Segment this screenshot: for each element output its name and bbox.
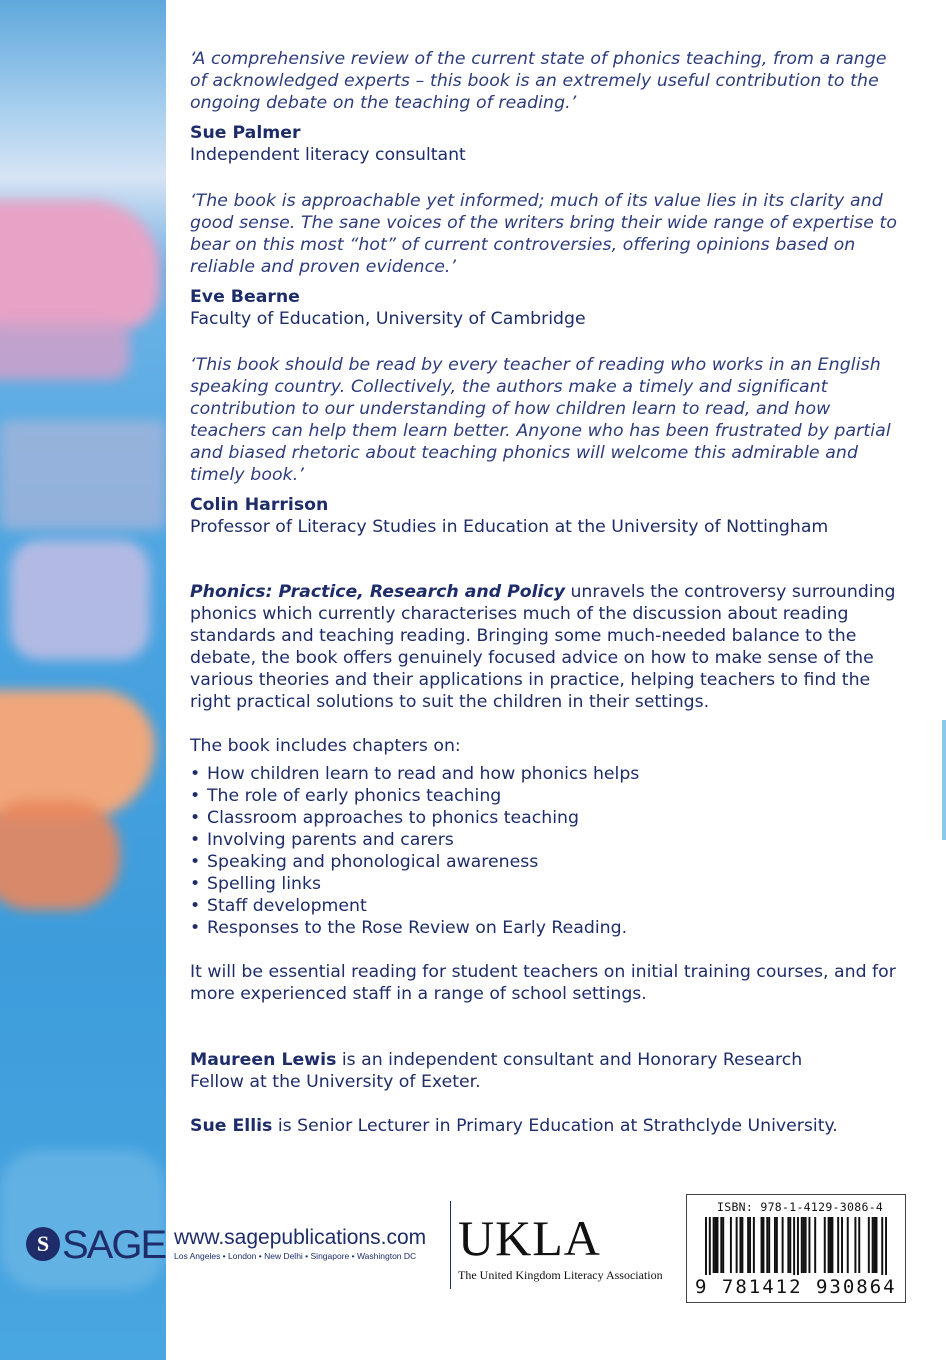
barcode-bar xyxy=(828,1217,830,1273)
barcode-bar xyxy=(831,1217,833,1273)
list-item: • Speaking and phonological awareness xyxy=(190,851,906,873)
review-quote: ‘The book is approachable yet informed; much of its value lies in its clarity and good sense. The sane voices of the writers bring their wide range of expertise to bear on this most “hot” of current controversies, offering opinions based on reliable and proven evidence.’ xyxy=(190,191,898,277)
review-author: Colin Harrison xyxy=(190,495,329,515)
barcode-bar xyxy=(782,1217,784,1273)
review-quote: ‘This book should be read by every teacher of reading who works in an English speaking country. Collectively, the authors make a timely and significant contribution to our understanding of how children learn to read, and how teachers can help them learn better. Anyone who has been frustrated by partial and biased rhetoric about teaching phonics will welcome this admirable and timely book.’ xyxy=(190,355,891,485)
barcode-bar xyxy=(787,1217,789,1273)
footer-divider xyxy=(450,1201,451,1289)
cover-photo-strip xyxy=(0,0,166,1360)
barcode-bars xyxy=(705,1217,887,1275)
barcode-bar xyxy=(753,1217,755,1273)
book-description xyxy=(190,581,906,713)
author-name: Sue Ellis xyxy=(190,1116,273,1136)
ukla-name: The United Kingdom Literacy Association xyxy=(458,1268,663,1282)
barcode-bar xyxy=(854,1217,856,1273)
barcode-bar xyxy=(872,1217,874,1273)
barcode-bar xyxy=(749,1217,751,1273)
barcode-bar xyxy=(830,1217,832,1273)
barcode-bar xyxy=(709,1217,711,1275)
blurred-toy-pink-shadow xyxy=(0,320,130,380)
barcode-bar xyxy=(768,1217,770,1273)
list-item: • Involving parents and carers xyxy=(190,829,906,851)
barcode-bar xyxy=(847,1217,849,1273)
publisher-cities: Los Angeles • London • New Delhi • Singapore • Washington DC xyxy=(174,1251,417,1261)
barcode-bar xyxy=(739,1217,741,1273)
barcode-bar xyxy=(803,1217,805,1273)
review-affiliation: Professor of Literacy Studies in Education at the University of Nottingham xyxy=(190,517,829,537)
publisher-url[interactable]: www.sagepublications.com xyxy=(174,1226,427,1249)
book-title: Phonics: Practice, Research and Policy xyxy=(190,582,565,602)
barcode-bar xyxy=(722,1217,724,1273)
barcode-bar xyxy=(824,1217,826,1273)
list-item: • The role of early phonics teaching xyxy=(190,785,906,807)
review-author: Eve Bearne xyxy=(190,287,300,307)
barcode-bar xyxy=(761,1217,763,1273)
blurred-toy-lilac xyxy=(10,540,150,660)
review-author: Sue Palmer xyxy=(190,123,301,143)
barcode-bar xyxy=(841,1217,843,1273)
barcode-bar xyxy=(797,1217,799,1275)
barcode-bar xyxy=(837,1217,839,1273)
blurred-background-light xyxy=(0,1150,166,1290)
author-name: Maureen Lewis xyxy=(190,1050,337,1070)
barcode-bar xyxy=(885,1217,887,1275)
description-text: unravels the controversy surrounding phonics which currently characterises much of the discussion about reading standards and teaching reading. Bringing some much-needed balance to the debate, the book offers genuinely focused advice on how to make sense of the various theories and their applications in practice, helping teachers to find the right practical solutions to suit the children in their settings. xyxy=(190,582,896,712)
barcode-bar xyxy=(747,1217,749,1273)
barcode-bar xyxy=(793,1217,795,1275)
right-edge-sliver xyxy=(942,720,946,840)
blurred-toy-orange-side xyxy=(0,800,120,910)
review-affiliation: Faculty of Education, University of Cambridge xyxy=(190,309,586,329)
publisher-info xyxy=(174,1226,426,1262)
review-quote: ‘A comprehensive review of the current state of phonics teaching, from a range of acknowledged experts – this book is an extremely useful contribution to the ongoing debate on the teaching of reading.’ xyxy=(190,49,887,113)
barcode-bar xyxy=(741,1217,743,1273)
barcode-bar xyxy=(868,1217,870,1273)
chapters-intro: The book includes chapters on: xyxy=(190,736,461,756)
ukla-logo xyxy=(458,1212,663,1282)
barcode-bar xyxy=(814,1217,816,1273)
author-bio-text: is Senior Lecturer in Primary Education at Strathclyde University. xyxy=(272,1116,838,1136)
author-bio-lewis xyxy=(190,1049,830,1093)
blurred-toy-violet xyxy=(0,420,166,530)
barcode-bar xyxy=(774,1217,776,1273)
blurred-toy-pink xyxy=(0,200,160,330)
list-item: • Responses to the Rose Review on Early Reading. xyxy=(190,917,906,939)
barcode-bar xyxy=(874,1217,876,1273)
barcode-bar xyxy=(881,1217,883,1275)
barcode-bar xyxy=(801,1217,803,1273)
author-bio-ellis xyxy=(190,1115,906,1137)
barcode-bar xyxy=(716,1217,718,1273)
closing-statement: It will be essential reading for student teachers on initial training courses, and for more experienced staff in a range of school settings. xyxy=(190,962,896,1004)
barcode-bar xyxy=(720,1217,722,1273)
sage-logo-mark: S xyxy=(26,1227,60,1261)
list-item: • How children learn to read and how phonics helps xyxy=(190,763,906,785)
isbn-label: ISBN: 978-1-4129-3086-4 xyxy=(717,1200,884,1214)
barcode-bar xyxy=(730,1217,732,1273)
list-item: • Staff development xyxy=(190,895,906,917)
barcode-bar xyxy=(789,1217,791,1273)
ukla-mark: UKLA xyxy=(458,1210,601,1266)
barcode-bar xyxy=(805,1217,807,1273)
review-2 xyxy=(190,190,906,330)
author-bio-text: is an independent consultant and Honorary Research Fellow at the University of Exeter. xyxy=(190,1050,803,1092)
barcode-bar xyxy=(776,1217,778,1273)
barcode-bar xyxy=(808,1217,810,1273)
sage-logo-text: SAGE xyxy=(62,1223,166,1267)
list-item: • Spelling links xyxy=(190,873,906,895)
review-3 xyxy=(190,354,906,538)
isbn-barcode xyxy=(686,1194,906,1303)
barcode-bar xyxy=(705,1217,707,1275)
barcode-bar xyxy=(736,1217,738,1273)
barcode-bar xyxy=(858,1217,860,1273)
barcode-bar xyxy=(876,1217,878,1273)
barcode-bar xyxy=(713,1217,715,1273)
back-cover-text xyxy=(190,48,906,1137)
review-affiliation: Independent literacy consultant xyxy=(190,145,466,165)
ean-number: 9 781412 930864 xyxy=(695,1276,897,1298)
list-item: • Classroom approaches to phonics teaching xyxy=(190,807,906,829)
barcode-bar xyxy=(715,1217,717,1273)
review-1 xyxy=(190,48,906,166)
barcode-bar xyxy=(766,1217,768,1273)
barcode-bar xyxy=(762,1217,764,1273)
sage-logo xyxy=(26,1222,171,1268)
chapter-list xyxy=(190,763,906,939)
